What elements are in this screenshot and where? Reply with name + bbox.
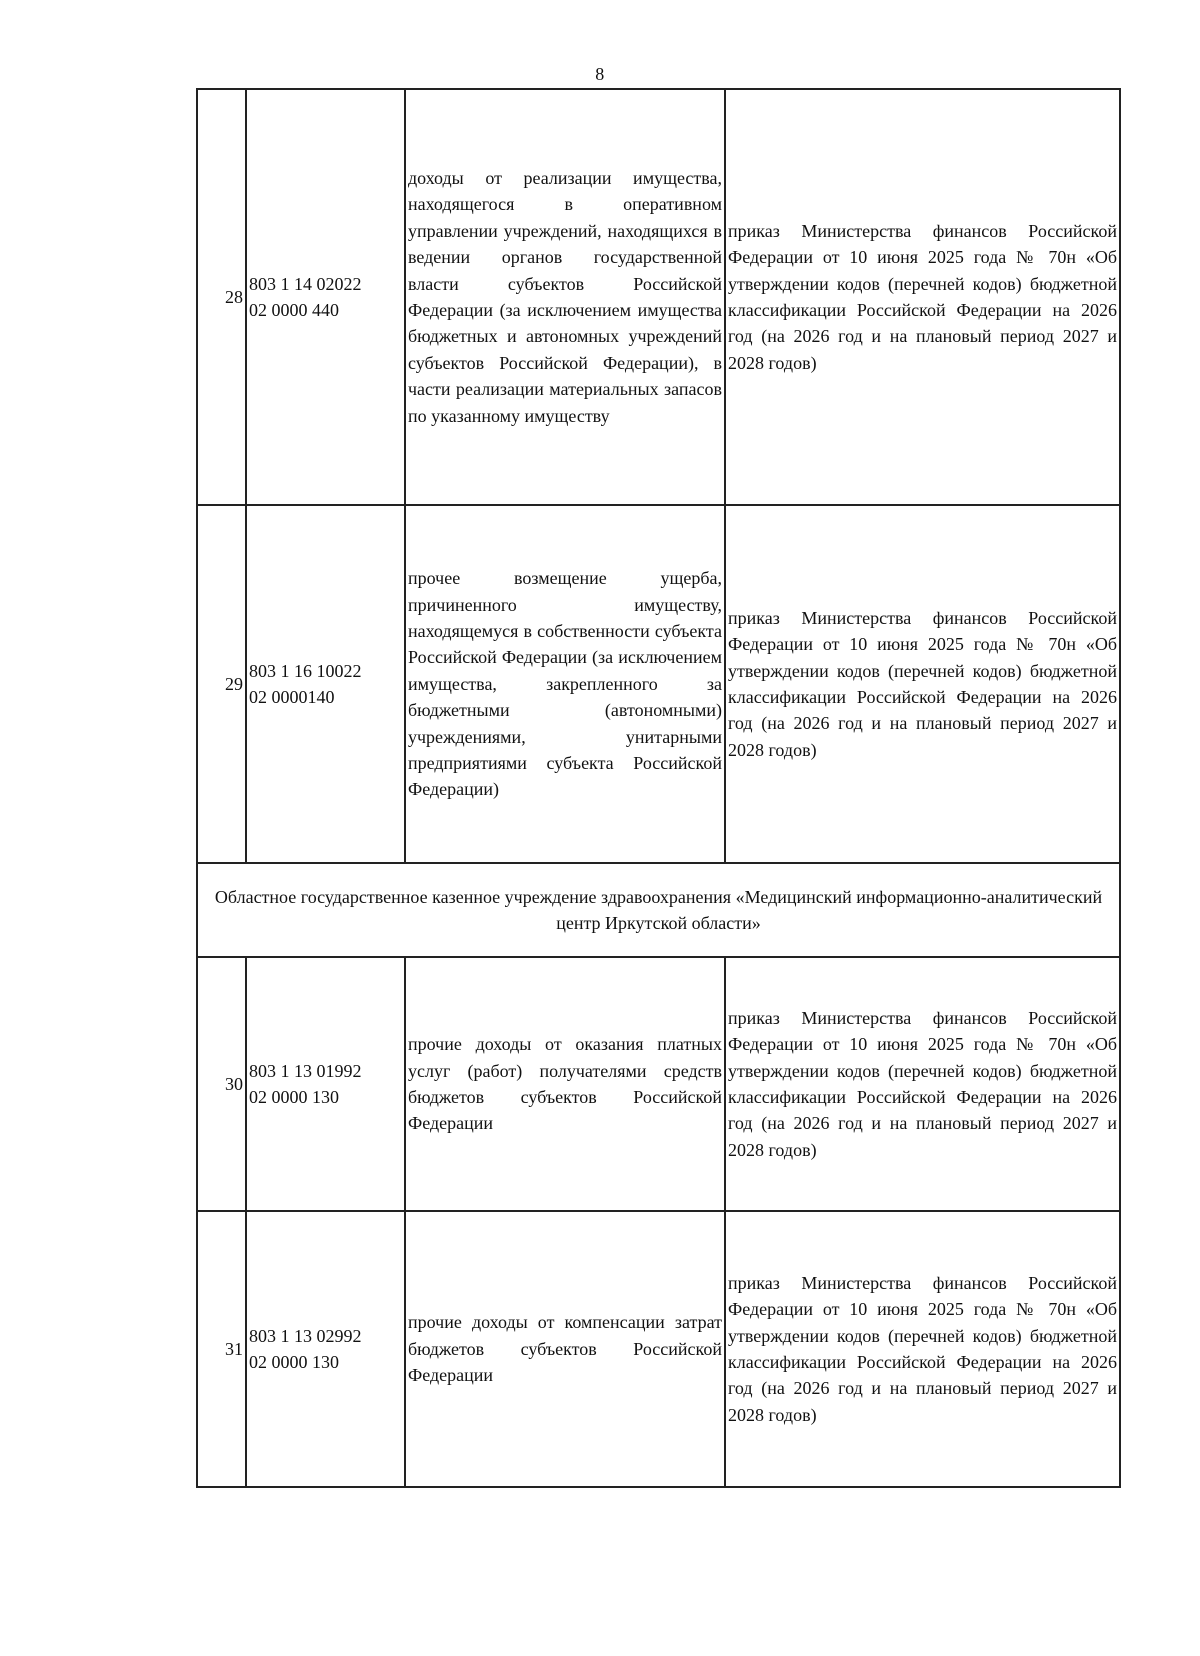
section-title: Областное государственное казенное учреждение здравоохранения «Медицинский информационно-аналитический центр Иркутской области» (197, 863, 1120, 957)
budget-codes-table (196, 88, 1121, 1488)
income-description: прочее возмещение ущерба, причиненного имуществу, находящемуся в собственности субъекта Российской Федерации (за исключением имущества, закрепленного за бюджетными (автономными) учреждениями, унитарными предприятиями субъекта Российской Федерации) (405, 505, 725, 863)
budget-code-line1: 803 1 16 10022 (249, 660, 362, 681)
table-row (197, 505, 1120, 863)
income-description: прочие доходы от оказания платных услуг (работ) получателями средств бюджетов субъектов Российской Федерации (405, 957, 725, 1211)
row-number: 31 (197, 1211, 246, 1487)
budget-code-line2: 02 0000140 (249, 687, 335, 707)
budget-code (246, 1211, 405, 1487)
legal-basis: приказ Министерства финансов Российской Федерации от 10 июня 2025 года № 70н «Об утверждении кодов (перечней кодов) бюджетной классификации Российской Федерации на 2026 год (на 2026 год и на плановый период 2027 и 2028 годов) (725, 957, 1120, 1211)
budget-code-line2: 02 0000 440 (249, 300, 339, 320)
page-number: 8 (595, 64, 605, 84)
legal-basis: приказ Министерства финансов Российской Федерации от 10 июня 2025 года № 70н «Об утверждении кодов (перечней кодов) бюджетной классификации Российской Федерации на 2026 год (на 2026 год и на плановый период 2027 и 2028 годов) (725, 505, 1120, 863)
row-number: 29 (197, 505, 246, 863)
table-row (197, 1211, 1120, 1487)
income-description: доходы от реализации имущества, находящегося в оперативном управлении учреждений, находящихся в ведении органов государственной власти субъектов Российской Федерации (за исключением имущества бюджетных и автономных учреждений субъектов Российской Федерации), в части реализации материальных запасов по указанному имуществу (405, 89, 725, 505)
budget-code (246, 957, 405, 1211)
legal-basis: приказ Министерства финансов Российской Федерации от 10 июня 2025 года № 70н «Об утверждении кодов (перечней кодов) бюджетной классификации Российской Федерации на 2026 год (на 2026 год и на плановый период 2027 и 2028 годов) (725, 1211, 1120, 1487)
budget-code-line1: 803 1 14 02022 (249, 273, 362, 294)
row-number: 28 (197, 89, 246, 505)
table-row (197, 957, 1120, 1211)
section-header-row (197, 863, 1120, 957)
budget-code-line1: 803 1 13 02992 (249, 1325, 362, 1346)
income-description: прочие доходы от компенсации затрат бюджетов субъектов Российской Федерации (405, 1211, 725, 1487)
table-row (197, 89, 1120, 505)
budget-code-line1: 803 1 13 01992 (249, 1060, 362, 1081)
legal-basis: приказ Министерства финансов Российской Федерации от 10 июня 2025 года № 70н «Об утверждении кодов (перечней кодов) бюджетной классификации Российской Федерации на 2026 год (на 2026 год и на плановый период 2027 и 2028 годов) (725, 89, 1120, 505)
budget-code-line2: 02 0000 130 (249, 1352, 339, 1372)
row-number: 30 (197, 957, 246, 1211)
budget-code (246, 505, 405, 863)
budget-code-line2: 02 0000 130 (249, 1087, 339, 1107)
budget-code (246, 89, 405, 505)
